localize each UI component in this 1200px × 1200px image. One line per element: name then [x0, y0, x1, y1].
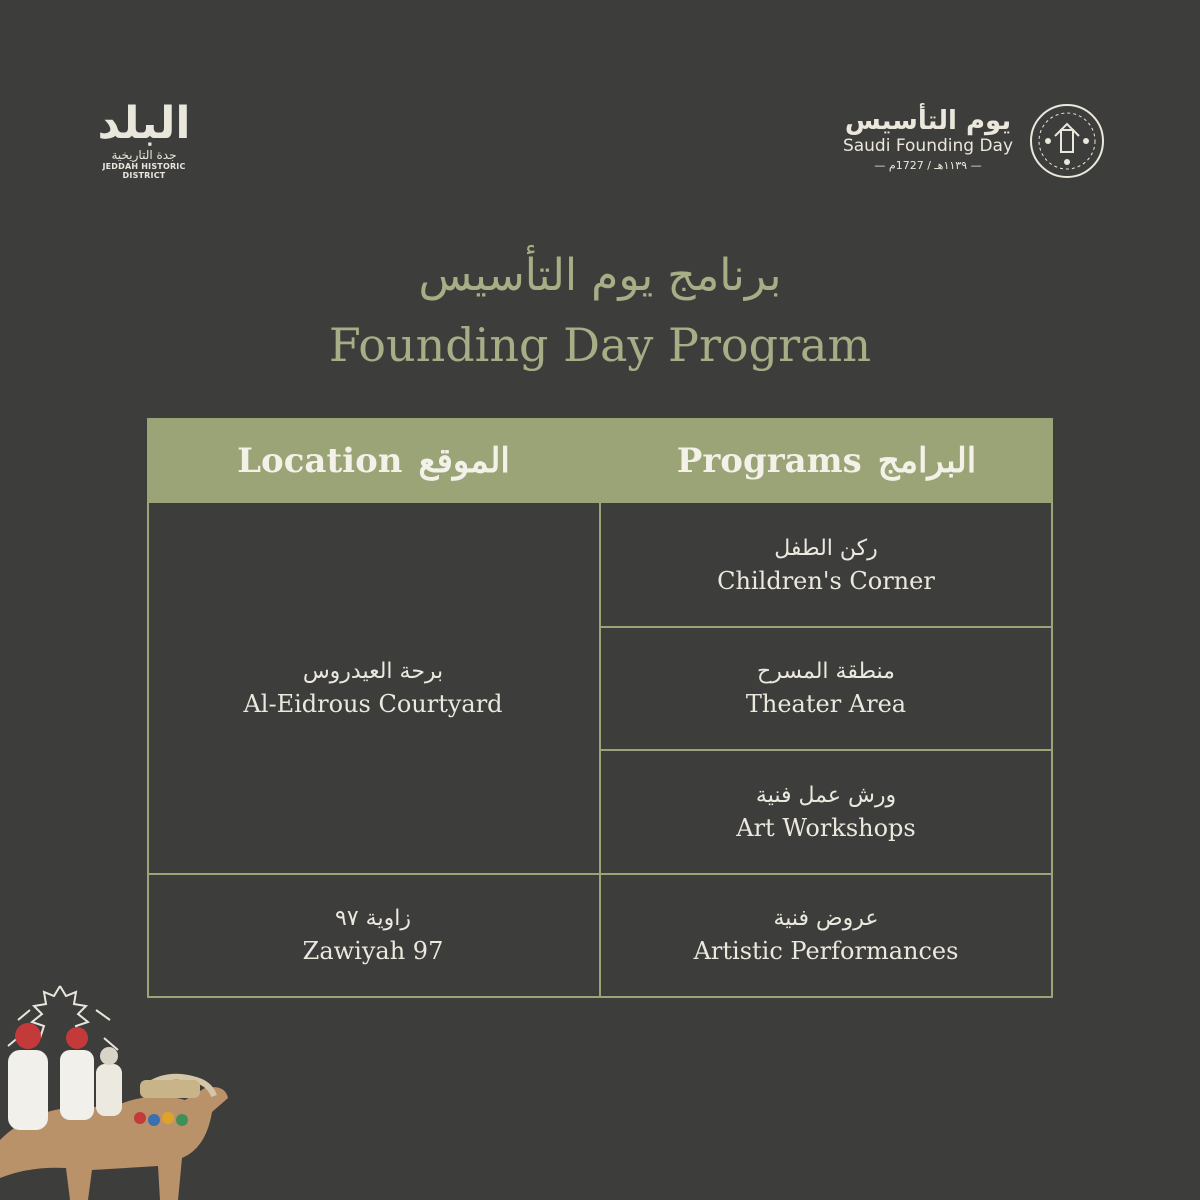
program-ar: منطقة المسرح: [757, 659, 895, 684]
location-en: Al-Eidrous Courtyard: [243, 690, 503, 718]
location-cell: [147, 874, 599, 996]
header-location-ar: الموقع: [418, 440, 510, 481]
program-title-ar: برنامج يوم التأسيس: [418, 250, 782, 301]
program-table: [147, 418, 1053, 998]
header-programs-en: Programs: [676, 440, 862, 481]
program-ar: عروض فنية: [773, 906, 879, 931]
header-programs: [600, 418, 1053, 503]
founding-day-emblem-icon: [1028, 102, 1106, 180]
logo-left-en: JEDDAH HISTORIC DISTRICT: [102, 162, 186, 180]
program-en: Art Workshops: [736, 813, 916, 842]
camel-riders-illustration-icon: [0, 980, 240, 1200]
program-cell: [600, 627, 1052, 749]
program-en: Theater Area: [745, 690, 907, 718]
location-cell: [147, 503, 599, 873]
header-location-en: Location: [237, 440, 403, 481]
header-programs-ar: البرامج: [877, 440, 977, 481]
logo-left-ar-main: البلد: [97, 98, 191, 149]
al-balad-logo: [88, 100, 200, 180]
logo-right-date: — ١١٣٩هـ / 1727م —: [874, 159, 982, 172]
location-ar: برحة العيدروس: [302, 659, 444, 684]
logo-right-en: Saudi Founding Day: [842, 136, 1014, 156]
header-location: [147, 418, 600, 503]
program-cell: [600, 503, 1052, 626]
program-ar: ركن الطفل: [774, 535, 878, 561]
logo-left-ar-sub: جدة التاريخية: [111, 148, 177, 162]
program-cell: [600, 750, 1052, 873]
founding-day-logo: [838, 100, 1108, 190]
table-header: [147, 418, 1053, 503]
location-en: Zawiyah 97: [302, 937, 444, 965]
logo-right-date-text: ١١٣٩هـ / 1727م: [888, 159, 968, 172]
program-cell: [600, 874, 1052, 996]
program-en: Artistic Performances: [693, 937, 959, 965]
program-ar: ورش عمل فنية: [755, 782, 897, 808]
program-title-en: Founding Day Program: [328, 318, 872, 372]
program-en: Children's Corner: [717, 566, 935, 595]
logo-right-ar: يوم التأسيس: [844, 106, 1012, 136]
location-ar: زاوية ٩٧: [335, 906, 411, 931]
